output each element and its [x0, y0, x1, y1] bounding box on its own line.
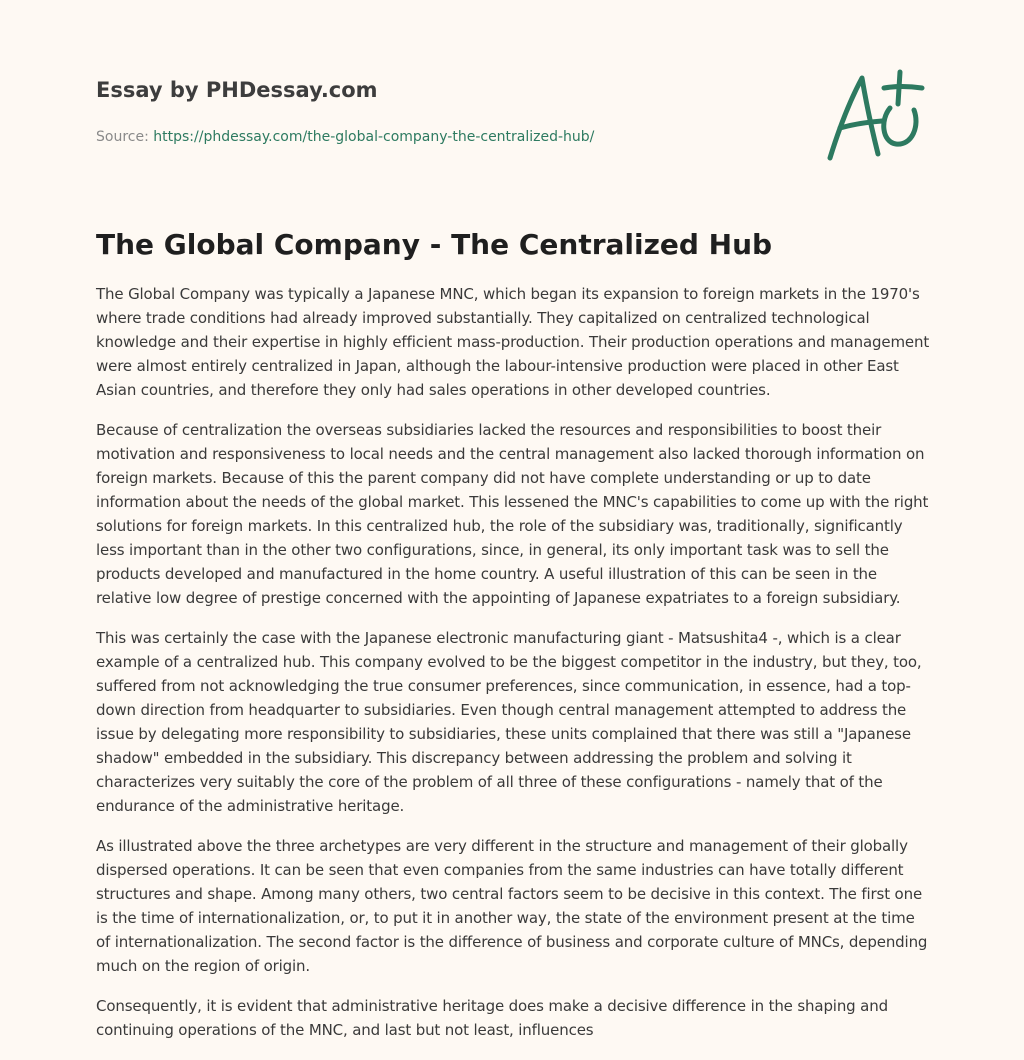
essay-paragraph: Consequently, it is evident that administrative heritage does make a decisive difference in the shaping and continuing operations of the MNC, and last but not least, influences	[96, 997, 888, 1039]
essay-header	[96, 76, 796, 147]
essay-title: The Global Company - The Centralized Hub	[96, 228, 773, 261]
source-line	[96, 127, 796, 147]
a-plus-grade-icon	[818, 66, 930, 166]
essay-paragraph: This was certainly the case with the Japanese electronic manufacturing giant - Matsushita4 -, which is a clear example of a centralized hub. This company evolved to be the biggest competitor in the industry, but they, too, suffered from not acknowledging the true consumer preferences, since communication, in essence, had a top-down direction from headquarter to subsidiaries. Even though central management attempted to address the issue by delegating more responsibility to subsidiaries, these units complained that there was still a "Japanese shadow" embedded in the subsidiary. This discrepancy between addressing the problem and solving it characterizes very suitably the core of the problem of all three of these configurations - namely that of the endurance of the administrative heritage.	[96, 629, 922, 815]
source-link[interactable]: https://phdessay.com/the-global-company-the-centralized-hub/	[153, 129, 595, 145]
essay-paragraph: As illustrated above the three archetypes are very different in the structure and management of their globally dispersed operations. It can be seen that even companies from the same industries can have totally different structures and shape. Among many others, two central factors seem to be decisive in this context. The first one is the time of internationalization, or, to put it in another way, the state of the environment present at the time of internationalization. The second factor is the difference of business and corporate culture of MNCs, depending much on the region of origin.	[96, 837, 928, 975]
essay-paragraph: The Global Company was typically a Japanese MNC, which began its expansion to foreign markets in the 1970's where trade conditions had already improved substantially. They capitalized on centralized technological knowledge and their expertise in highly efficient mass-production. Their production operations and management were almost entirely centralized in Japan, although the labour-intensive production were placed in other East Asian countries, and therefore they only had sales operations in other developed countries.	[96, 285, 930, 399]
essay-content	[96, 226, 930, 1058]
source-label: Source:	[96, 129, 154, 145]
site-brand: Essay by PHDessay.com	[96, 78, 378, 102]
essay-paragraph: Because of centralization the overseas subsidiaries lacked the resources and responsibilities to boost their motivation and responsiveness to local needs and the central management also lacked thorough information on foreign markets. Because of this the parent company did not have complete understanding or up to date information about the needs of the global market. This lessened the MNC's capabilities to come up with the right solutions for foreign markets. In this centralized hub, the role of the subsidiary was, traditionally, significantly less important than in the other two configurations, since, in general, its only important task was to sell the products developed and manufactured in the home country. A useful illustration of this can be seen in the relative low degree of prestige concerned with the appointing of Japanese expatriates to a foreign subsidiary.	[96, 421, 929, 607]
